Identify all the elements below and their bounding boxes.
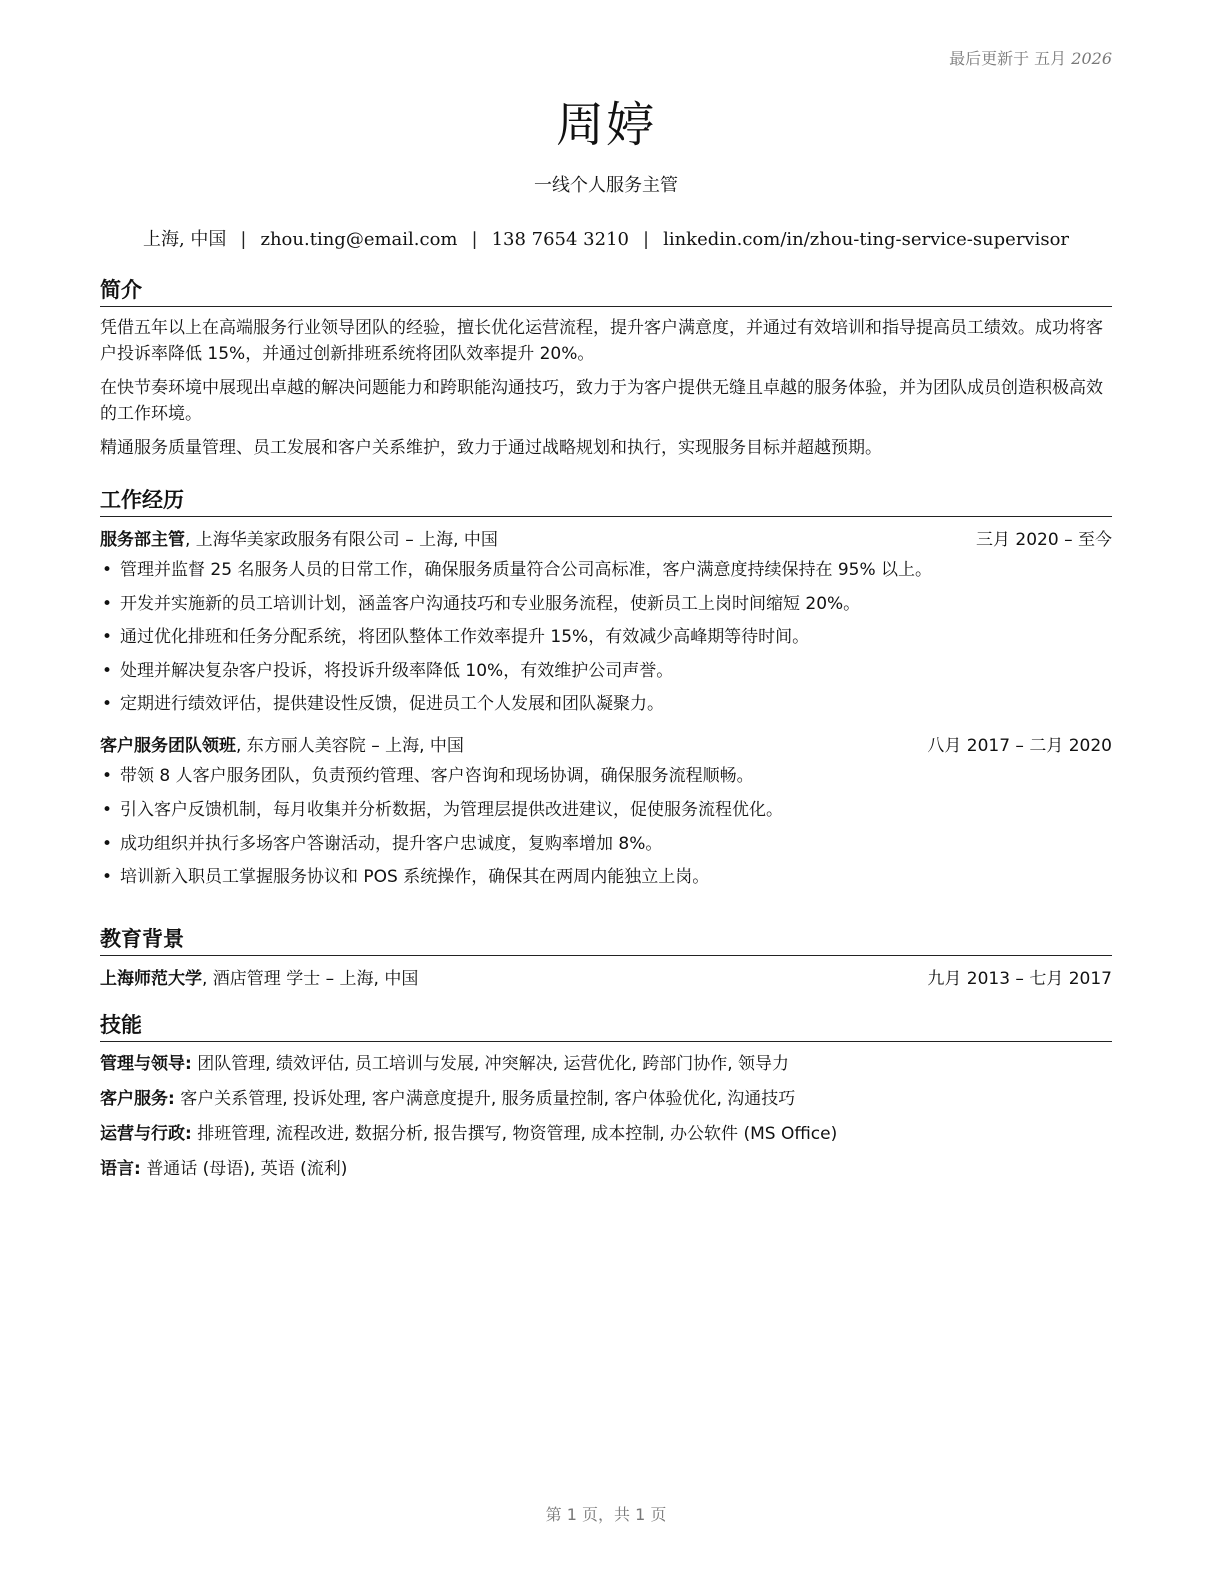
list-item	[100, 557, 1112, 583]
skill-label: 客户服务:	[100, 1089, 175, 1109]
bullet-icon: •	[102, 660, 113, 681]
job-header	[100, 733, 1112, 759]
skill-value: 客户关系管理, 投诉处理, 客户满意度提升, 服务质量控制, 客户体验优化, 沟通技巧	[174, 1089, 796, 1109]
contact-phone[interactable]: 138 7654 3210	[491, 229, 629, 250]
contact-separator: |	[471, 229, 478, 250]
list-item	[100, 624, 1112, 650]
skill-value: 普通话 (母语), 英语 (流利)	[140, 1159, 348, 1179]
bullet-text: 带领 8 人客户服务团队，负责预约管理、客户咨询和现场协调，确保服务流程顺畅。	[120, 766, 754, 787]
last-updated	[949, 46, 1112, 69]
education-section	[100, 925, 1112, 992]
bullet-text: 处理并解决复杂客户投诉，将投诉升级率降低 10%，有效维护公司声誉。	[120, 660, 674, 681]
page-footer: 第 1 页，共 1 页	[545, 1505, 667, 1524]
skill-label: 语言:	[100, 1159, 141, 1179]
skill-label: 管理与领导:	[100, 1054, 192, 1074]
skills-section	[100, 1011, 1112, 1182]
bullet-text: 开发并实施新的员工培训计划，涵盖客户沟通技巧和专业服务流程，使新员工上岗时间缩短 20%。	[120, 593, 861, 614]
contact-separator: |	[643, 229, 650, 250]
bullet-text: 引入客户反馈机制，每月收集并分析数据，为管理层提供改进建议，促使服务流程优化。	[120, 799, 783, 820]
job-role: 客户服务团队领班	[100, 736, 236, 757]
bullet-icon: •	[102, 560, 113, 580]
job-org: , 东方丽人美容院 – 上海, 中国	[236, 736, 464, 757]
bullet-icon: •	[102, 766, 113, 787]
school-name: 上海师范大学	[100, 969, 202, 989]
summary-paragraph: 凭借五年以上在高端服务行业领导团队的经验，擅长优化运营流程，提升客户满意度，并通过有效培训和指导提高员工绩效。成功将客户投诉率降低 15%，并通过创新排班系统将团队效率提升 20%。	[100, 318, 1103, 364]
section-title: 简介	[100, 276, 1112, 307]
bullet-text: 通过优化排班和任务分配系统，将团队整体工作效率提升 15%，有效减少高峰期等待时间。	[120, 627, 810, 648]
candidate-name: 周婷	[555, 97, 656, 153]
skill-value: 排班管理, 流程改进, 数据分析, 报告撰写, 物资管理, 成本控制, 办公软件 (MS Office)	[191, 1124, 838, 1144]
list-item	[100, 658, 1112, 684]
bullet-text: 管理并监督 25 名服务人员的日常工作，确保服务质量符合公司高标准，客户满意度持续保持在 95% 以上。	[120, 560, 933, 580]
contact-location: 上海, 中国	[142, 229, 227, 250]
skill-row	[100, 1051, 1112, 1077]
job-header	[100, 527, 1112, 553]
summary-section	[100, 276, 1112, 461]
bullet-icon: •	[102, 833, 113, 854]
list-item	[100, 797, 1112, 823]
bullet-icon: •	[102, 867, 113, 888]
list-item	[100, 691, 1112, 717]
summary-paragraph: 精通服务质量管理、员工发展和客户关系维护，致力于通过战略规划和执行，实现服务目标并超越预期。	[100, 438, 882, 458]
skill-value: 团队管理, 绩效评估, 员工培训与发展, 冲突解决, 运营优化, 跨部门协作, 领导力	[191, 1054, 790, 1074]
bullet-icon: •	[102, 694, 113, 715]
bullet-text: 定期进行绩效评估，提供建设性反馈，促进员工个人发展和团队凝聚力。	[120, 694, 664, 715]
section-title: 教育背景	[100, 925, 1112, 956]
skill-row	[100, 1086, 1112, 1112]
bullet-text: 培训新入职员工掌握服务协议和 POS 系统操作，确保其在两周内能独立上岗。	[120, 867, 710, 888]
list-item	[100, 763, 1112, 789]
last-updated-year: 2026	[1071, 49, 1112, 68]
job-role: 服务部主管	[100, 530, 185, 550]
contact-linkedin[interactable]: linkedin.com/in/zhou-ting-service-supervisor	[663, 229, 1070, 250]
skill-label: 运营与行政:	[100, 1124, 192, 1144]
degree-detail: , 酒店管理 学士 – 上海, 中国	[202, 969, 419, 989]
summary-paragraph: 在快节奏环境中展现出卓越的解决问题能力和跨职能沟通技巧，致力于为客户提供无缝且卓越的服务体验，并为团队成员创造积极高效的工作环境。	[100, 378, 1103, 424]
resume-page	[100, 0, 1112, 1584]
bullet-icon: •	[102, 627, 113, 648]
education-row	[100, 966, 1112, 992]
job-bullets	[100, 763, 1112, 890]
list-item	[100, 591, 1112, 617]
bullet-icon: •	[102, 593, 113, 614]
candidate-headline: 一线个人服务主管	[534, 175, 678, 196]
experience-section	[100, 486, 1112, 898]
skill-row	[100, 1121, 1112, 1147]
list-item	[100, 864, 1112, 890]
job-org: , 上海华美家政服务有限公司 – 上海, 中国	[185, 530, 498, 550]
skill-row	[100, 1156, 1112, 1182]
contact-email[interactable]: zhou.ting@email.com	[260, 229, 458, 250]
education-heading	[100, 966, 418, 992]
job-date: 八月 2017 – 二月 2020	[927, 736, 1112, 757]
list-item	[100, 831, 1112, 857]
job-heading	[100, 733, 464, 759]
bullet-icon: •	[102, 799, 113, 820]
section-title: 技能	[100, 1011, 1112, 1042]
job-bullets	[100, 557, 1112, 717]
education-date: 九月 2013 – 七月 2017	[927, 969, 1112, 989]
contact-line	[100, 225, 1112, 251]
contact-separator: |	[240, 229, 247, 250]
job-date: 三月 2020 – 至今	[976, 530, 1112, 550]
job-heading	[100, 527, 498, 553]
section-title: 工作经历	[100, 486, 1112, 517]
bullet-text: 成功组织并执行多场客户答谢活动，提升客户忠诚度，复购率增加 8%。	[120, 833, 663, 854]
last-updated-label: 最后更新于 五月	[949, 49, 1067, 68]
